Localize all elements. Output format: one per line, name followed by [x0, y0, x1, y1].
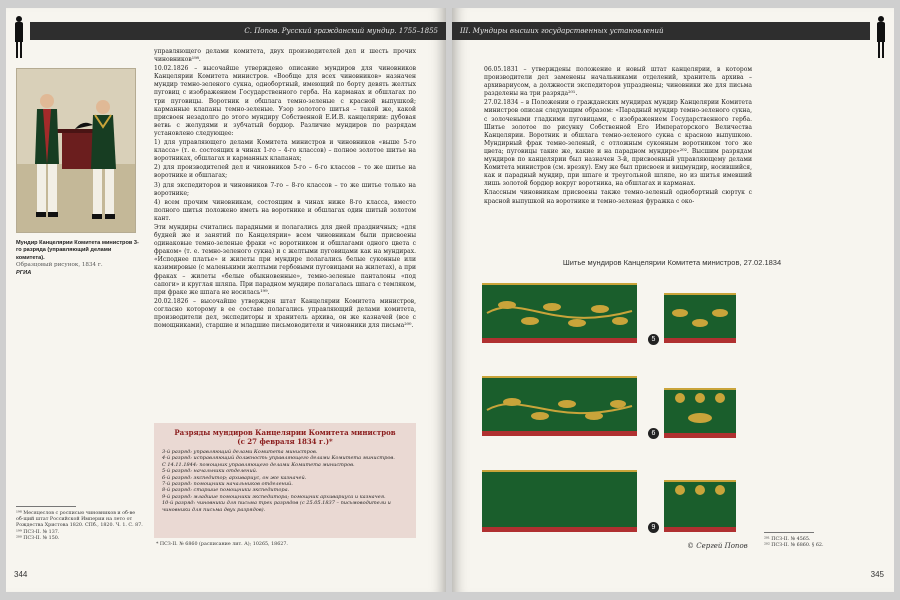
paragraph: 20.02.1826 – высочайше утвержден штат Канцелярии Комитета министров, согласно которому в ее составе полагались управляющий делами комитета, производители дел, экспедиторы и хранитель архива, он же казначей (все с помощниками), старшие и младшие письмоводители и чиновники для письма²⁰⁰.: [154, 297, 416, 330]
figure-silhouette-icon: [14, 16, 24, 58]
paragraph: 06.05.1831 – утверждены положение и новый штат канцелярии, в котором производители дел заменены начальниками отделений, хранитель архива – архивариусом, а должности экспедиторов упразднены; чиновники же для письма разделены на три разряда²⁰¹.: [484, 66, 752, 98]
right-footnotes: [764, 537, 823, 549]
footnote: ¹⁹⁹ ПСЗ-II. № 137.: [16, 529, 60, 535]
table-row: 8-й разряд: старшие помощники экспедитора.: [162, 487, 290, 494]
figure-silhouette-icon: [876, 16, 886, 58]
caption-source: РГИА: [16, 269, 32, 276]
paragraph: 2) для производителей дел и чиновников 5-го – 6-го классов – то же шитье на воротнике и обшлагах;: [154, 164, 416, 180]
artist-signature: © Сергей Попов: [687, 542, 748, 550]
table-row: 4-й разряд: исправляющий должность управляющего делами Комитета министров.: [162, 455, 395, 462]
plate-number-badge: 6: [648, 428, 659, 439]
embroidery-cuff-swatch: [664, 293, 736, 343]
table-row: 5-й разряд: начальники отделений.: [162, 468, 258, 475]
paragraph: управляющего делами комитета, двух производителей дел и шесть прочих чиновников¹⁹⁸.: [154, 48, 416, 64]
table-row: 3-й разряд: управляющий делами Комитета министров.: [162, 449, 318, 455]
paragraph: Эти мундиры считались парадными и полагались для дней праздничных; «для будней же и занятий по Канцелярии» всем чиновникам были присвоены одинаковые темно-зеленые фраки «с воротником и обшлагами одного цвета с фраком» (т. е. темно-зеленого сукна) и с желтыми пуговицами как на мундирах. «Исподнее платье» и жилеты при мундире полагались белые суконные или казимировые (с маленькими желтыми гербовыми пуговицами на жилетах), а при фраках – жилеты «белые обыкновенные», темно-зеленые панталоны «под сапоги» и круглая шляпа. При парадном мундире полагалась шпага с темляком, при фраке же шпага не носилась¹⁹⁹.: [154, 223, 416, 296]
table-title: Разряды мундиров Канцелярии Комитета министров: [174, 428, 396, 437]
caption-sub: Образцовый рисунок, 1834 г.: [16, 262, 103, 269]
plate-number-badge: 5: [648, 334, 659, 345]
table-subtitle: (с 27 февраля 1834 г.)*: [237, 437, 333, 446]
right-page-number: 345: [870, 570, 884, 579]
right-running-header: III. Мундиры высших государственных установлений: [452, 22, 870, 40]
caption-title: Мундир Канцелярии Комитета министров 3-го разряда (управляющий делами комитета).: [16, 240, 139, 261]
table-row: С 14.11.1844: помощник управляющего делами Комитета министров.: [162, 461, 355, 468]
right-body-text: [484, 66, 752, 207]
footnote: ²⁰² ПСЗ-II. № 6860. § 62.: [764, 543, 824, 548]
embroidery-cuff-swatch: [664, 388, 736, 438]
left-footnotes: [16, 511, 144, 543]
footnote: ²⁰¹ ПСЗ-II. № 4565.: [764, 537, 811, 542]
paragraph: Классным чиновникам присвоены также темно-зеленый однобортный сюртук с красной выпушкой на воротнике и темно-зеленая фуражка с око-: [484, 189, 752, 205]
footnote: ¹⁹⁸ Месяцеслов с росписью чиновников и об-ве об-щий штат Российской Империи на лето от Рождества Христова 1820. СПб., 1820. Ч. 1. С. 87.: [16, 511, 143, 528]
footnote-rule: [16, 506, 76, 507]
painting-caption: [16, 240, 141, 277]
table-row: 7-й разряд: помощники начальников отделений.: [162, 481, 293, 488]
left-running-header: С. Попов. Русский гражданский мундир. 1755–1855: [30, 22, 446, 40]
footnote-rule: [764, 532, 814, 533]
paragraph: 1) для управляющего делами Комитета министров и чиновников «выше 5-го класса» (т. е. состоящих в чинах 1-го – 4-го классов) – полное золотое шитье на воротниках, обшлагах и карманных клапанах;: [154, 139, 416, 163]
embroidery-collar-swatch: [482, 470, 637, 532]
embroidery-collar-swatch: [482, 376, 637, 436]
footnote: ²⁰⁰ ПСЗ-II. № 150.: [16, 536, 60, 541]
paragraph: 3) для экспедиторов и чиновников 7-го – 8-го классов – то же шитье только на воротнике;: [154, 181, 416, 197]
right-page: [452, 8, 894, 592]
left-body-text: [154, 48, 416, 331]
paragraph: 4) всем прочим чиновникам, состоящим в чинах ниже 8-го класса, вместо полного шитья положено иметь на воротнике и обшлагах один шитый золотом кант.: [154, 198, 416, 222]
left-page: [6, 8, 446, 592]
table-footnote: * ПСЗ-II. № 6860 (расписание лит. А); 10265, 18627.: [156, 542, 288, 547]
uniform-painting: [16, 68, 136, 233]
embroidery-plate-title: Шитье мундиров Канцелярии Комитета министров, 27.02.1834: [562, 258, 782, 267]
paragraph: 10.02.1826 – высочайше утверждено описание мундиров для чиновников Канцелярии Комитета министров. «Вообще для всех чиновников» назначен мундир темно-зеленого сукна, однобортный, имеющий по борту девять желтых пуговиц с изображением Государственного герба. На карманах и обшлагах по три пуговицы. Воротник и обшлага темно-зеленые с красной выпушкой; карманные клапаны темно-зеленые. Узор золотого шитья – такой же, какой присвоен незадолго до этого мундиру Собственной Е.И.В. канцелярии: дубовая ветвь с желудями и зубчатый бордюр. Различие мундиров по разрядам установлено следующее:: [154, 65, 416, 137]
left-page-number: 344: [14, 570, 28, 579]
paragraph: 27.02.1834 – в Положении о гражданских мундирах мундир Канцелярии Комитета министров описан следующим образом: «Парадный мундир темно-зеленого сукна, с золочеными гладкими пуговицами, с изображением Государственного герба. Шитье золотое по рисунку Собственной Его Императорского Величества Канцелярии. Воротник и обшлага темно-зеленого сукна с красною выпушкою. Мундирный фрак темно-зеленый, с отложным суконным воротником того же цвета; пуговицы такие же, какие и на парадном мундире»²⁰². Высшим разрядам мундиров по канцелярии был назначен 3-й, присвоенный управляющему делами Комитета министров (см. врезку). Ему же был присвоен и вицмундир, носившийся, как и парадный мундир, при шпаге и треугольной шляпе, но из шитья имевший лишь золотой бордюр вокруг воротника, на обшлагах и карманах.: [484, 99, 752, 188]
table-row: 9-й разряд: младшие помощники экспедитора; помощник архивариуса и казначея.: [162, 493, 386, 500]
embroidery-cuff-swatch: [664, 480, 736, 532]
plate-number-badge: 9: [648, 522, 659, 533]
table-row: 6-й разряд: экспедитор; архивариус, он же казначей.: [162, 474, 307, 481]
table-row: 10-й разряд: чиновники для письма трех разрядов (с 25.05.1837 – письмоводители и чиновники для письма двух разрядов).: [162, 500, 391, 513]
ranks-table: [154, 423, 416, 538]
embroidery-collar-swatch: [482, 283, 637, 343]
